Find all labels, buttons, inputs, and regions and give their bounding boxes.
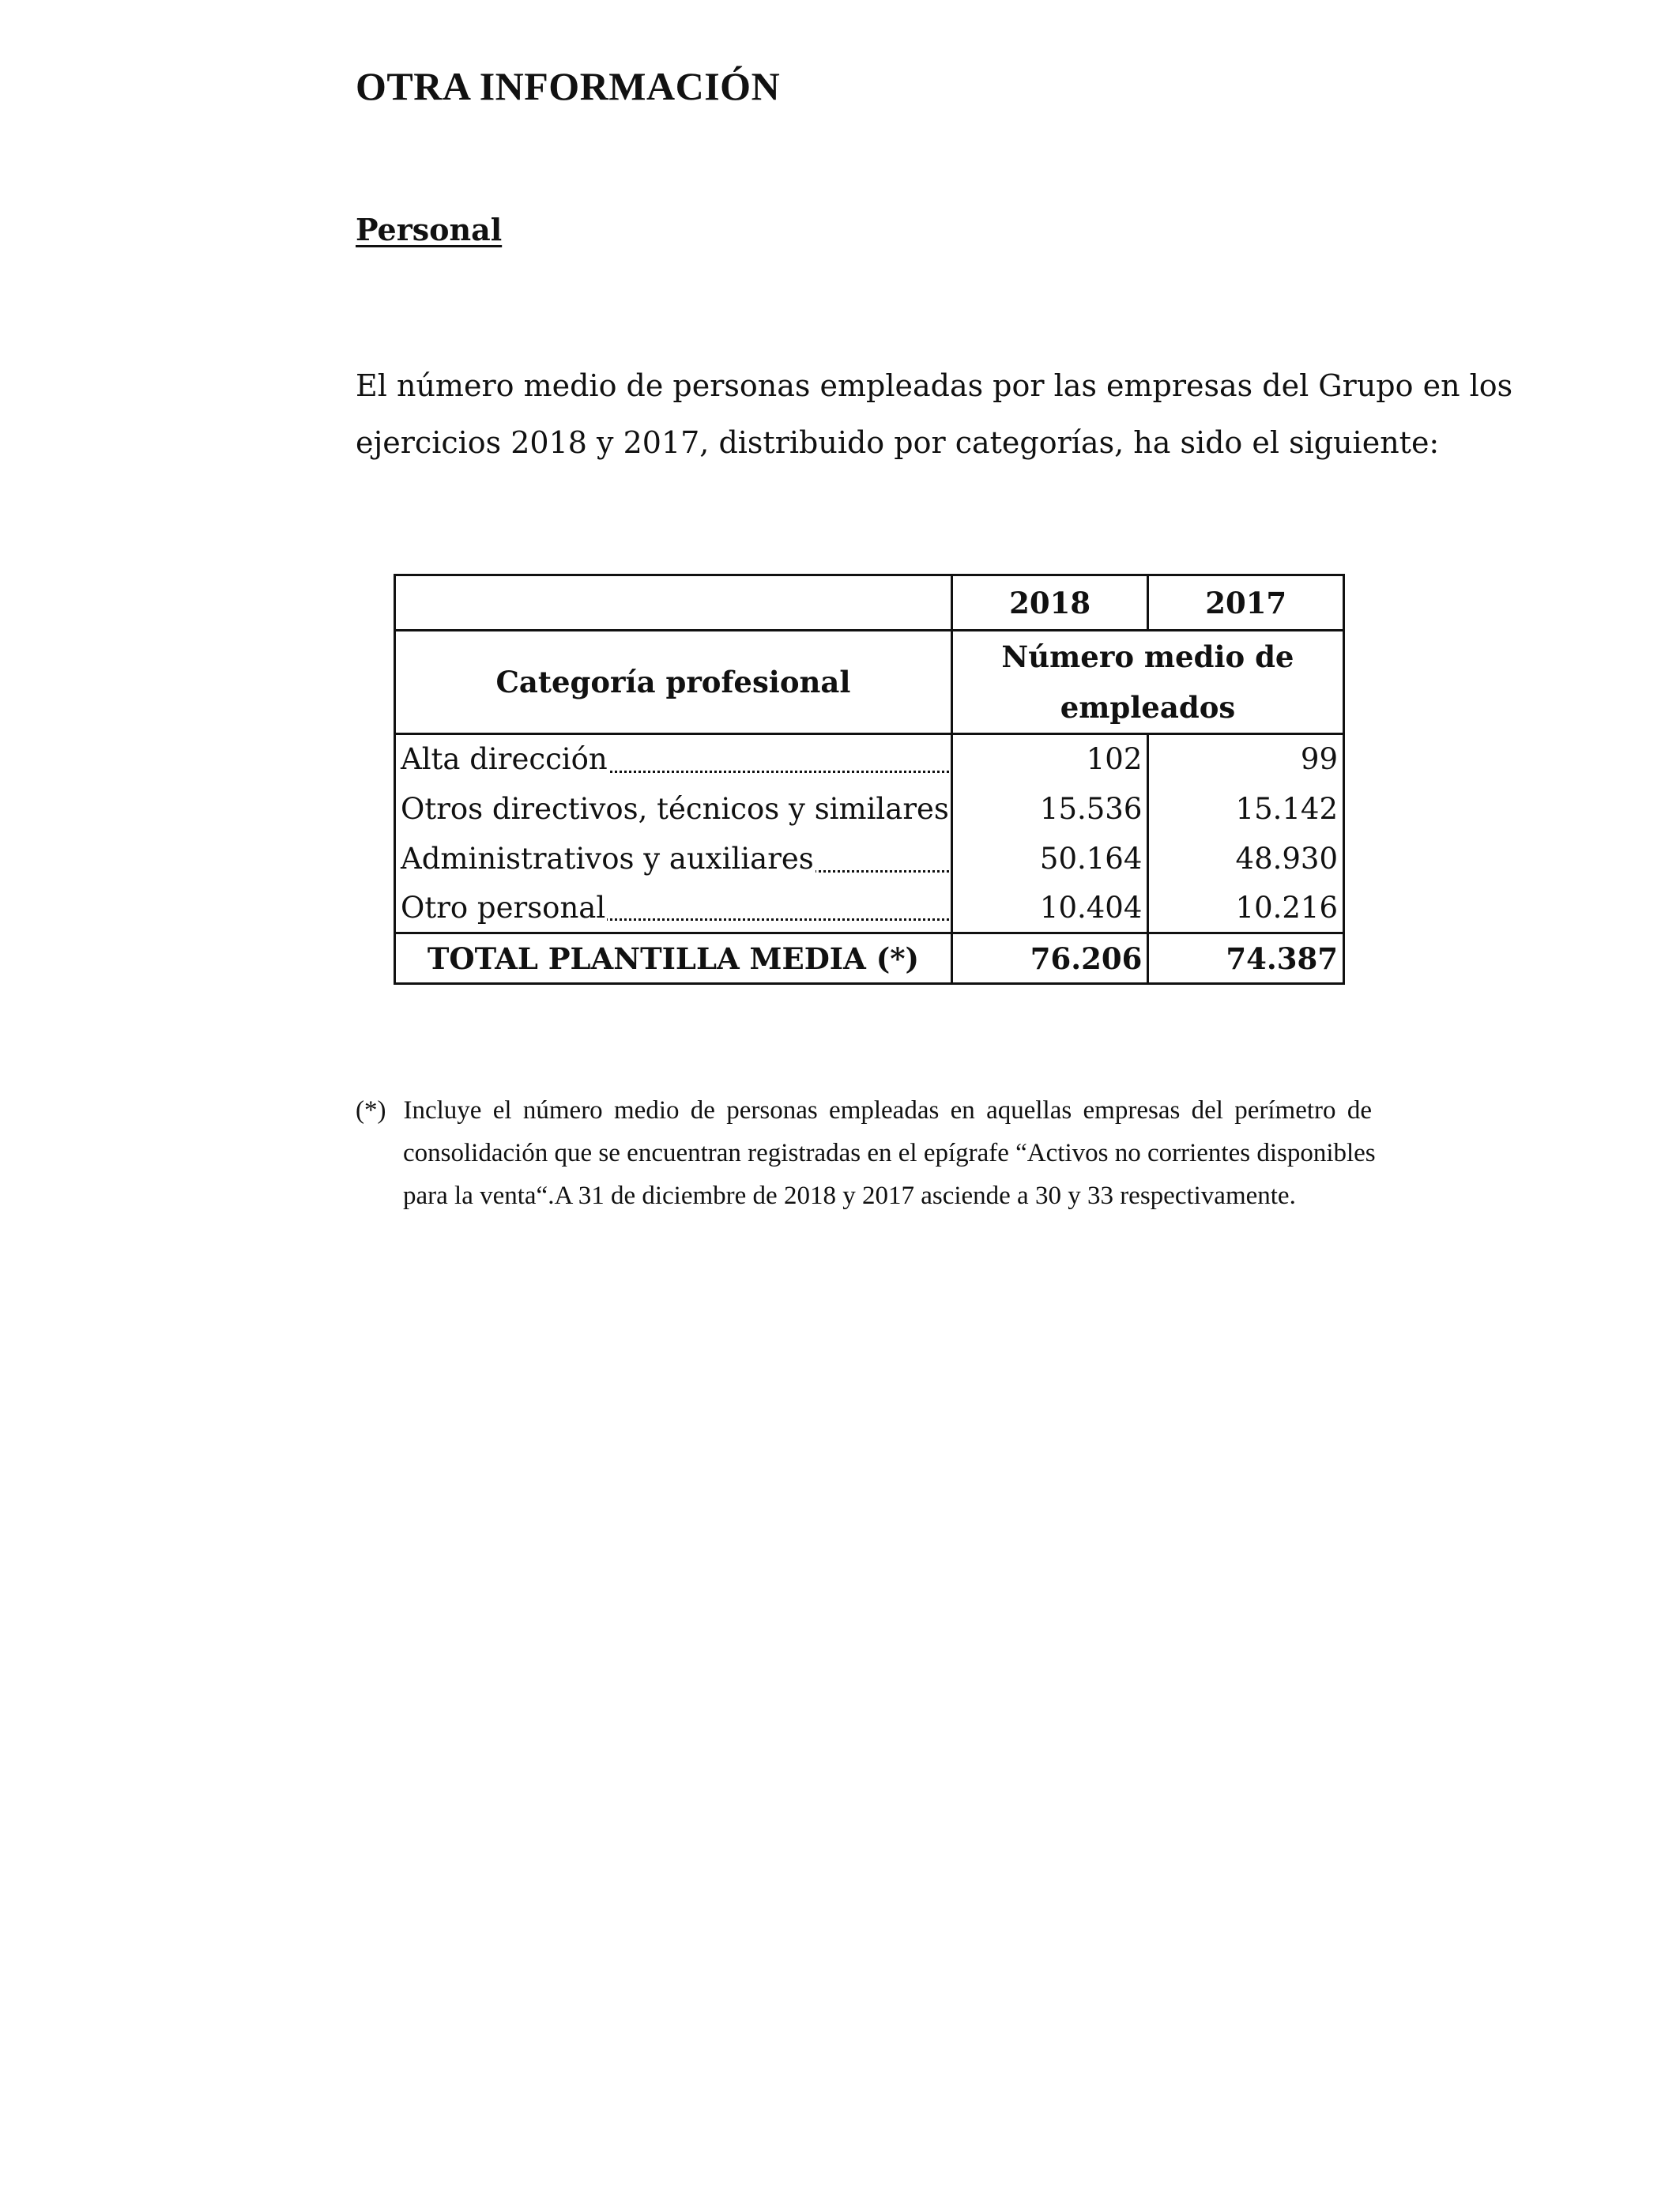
footnote-marker: (*) <box>356 1096 386 1125</box>
intro-line: El número medio de personas empleadas por las empresas del Grupo en los <box>356 368 1513 403</box>
value-2017: 15.142 <box>1148 784 1344 834</box>
value-header <box>951 631 1343 734</box>
intro-line: ejercicios 2018 y 2017, distribuido por categorías, ha sido el siguiente: <box>356 425 1440 460</box>
category-cell <box>395 784 952 834</box>
value-2017: 99 <box>1148 734 1344 784</box>
table-row <box>395 784 1344 834</box>
footnote-first-line: Incluye el número medio de personas empleadas en aquellas empresas del perímetro de <box>403 1096 1372 1125</box>
year-header-2017: 2017 <box>1148 575 1344 631</box>
footnote-line: para la venta“.A 31 de diciembre de 2018 y 2017 asciende a 30 y 33 respectivamente. <box>403 1182 1296 1210</box>
category-label: Otro personal <box>401 890 606 925</box>
value-header-line: empleados <box>1060 690 1236 725</box>
category-header: Categoría profesional <box>395 631 952 734</box>
total-2018: 76.206 <box>951 933 1147 984</box>
table-row <box>395 884 1344 933</box>
intro-paragraph <box>356 357 1513 471</box>
page-title: OTRA INFORMACIÓN <box>356 64 781 108</box>
value-2018: 50.164 <box>951 834 1147 884</box>
total-2017: 74.387 <box>1148 933 1344 984</box>
category-cell <box>395 734 952 784</box>
value-2017: 10.216 <box>1148 884 1344 933</box>
footnote <box>356 1089 1376 1217</box>
staff-table <box>394 574 1345 985</box>
table-header-row <box>395 631 1344 734</box>
total-label: TOTAL PLANTILLA MEDIA (*) <box>395 933 952 984</box>
value-2018: 10.404 <box>951 884 1147 933</box>
category-label: Administrativos y auxiliares <box>401 841 814 876</box>
category-label: Otros directivos, técnicos y similares <box>401 791 949 826</box>
category-cell <box>395 834 952 884</box>
section-heading: Personal <box>356 212 503 247</box>
empty-header-cell <box>395 575 952 631</box>
value-header-line: Número medio de <box>1001 639 1294 674</box>
table-row <box>395 834 1344 884</box>
category-cell <box>395 884 952 933</box>
footnote-line <box>356 1089 1372 1132</box>
year-header-2018: 2018 <box>951 575 1147 631</box>
footnote-line: consolidación que se encuentran registradas en el epígrafe “Activos no corrientes disponibles <box>403 1139 1376 1167</box>
value-2018: 15.536 <box>951 784 1147 834</box>
table-row <box>395 734 1344 784</box>
category-label: Alta dirección <box>401 742 608 777</box>
value-2018: 102 <box>951 734 1147 784</box>
table-total-row <box>395 933 1344 984</box>
value-2017: 48.930 <box>1148 834 1344 884</box>
table-year-row <box>395 575 1344 631</box>
